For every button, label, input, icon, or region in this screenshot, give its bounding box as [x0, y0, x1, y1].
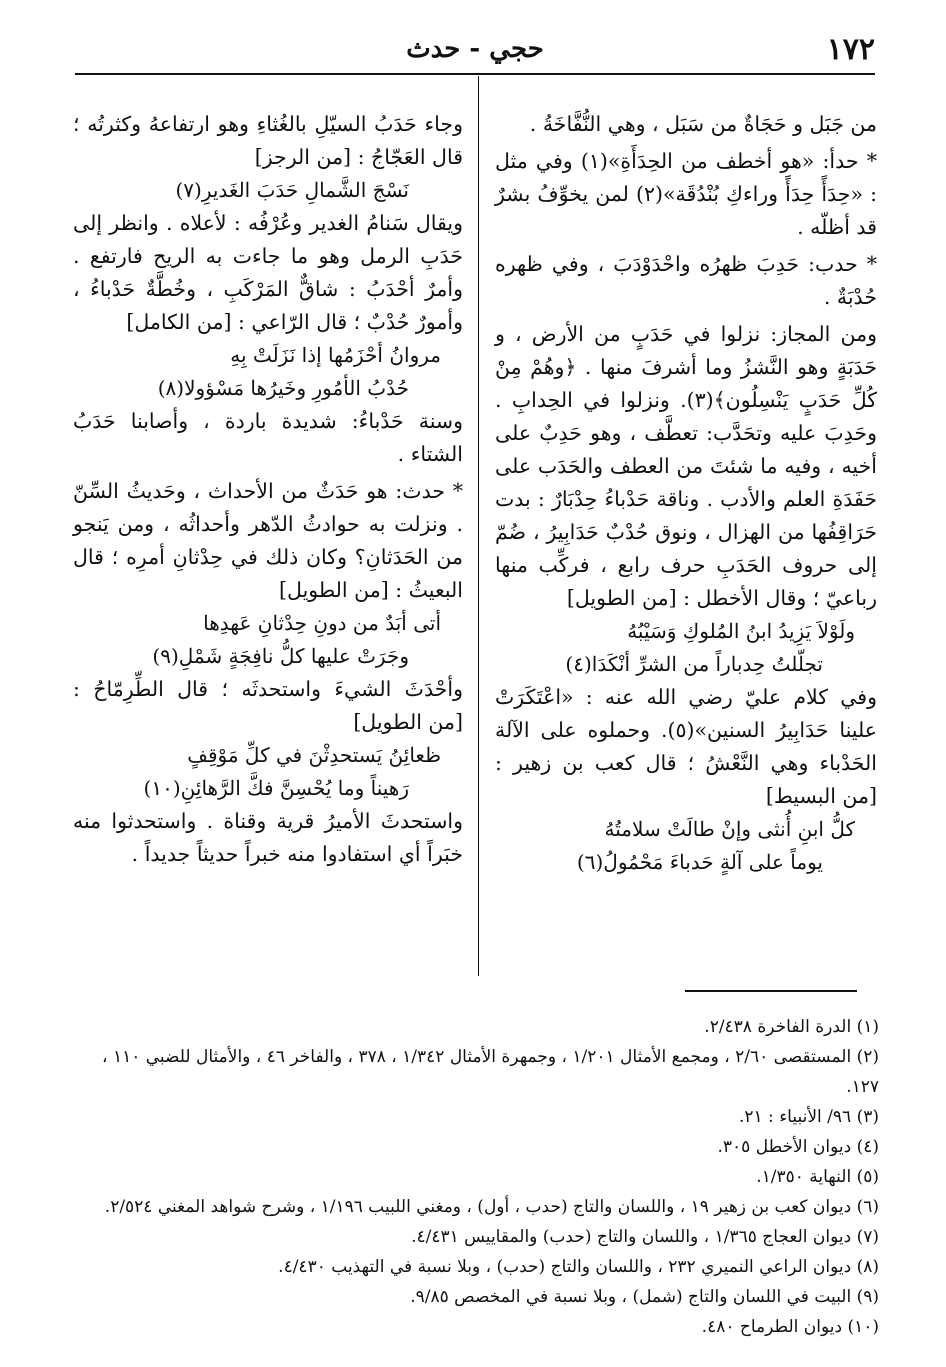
- footnote: (٩) البيت في اللسان والتاج (شمل) ، وبلا نسبة في المخصص ٩/٨٥.: [410, 1287, 879, 1307]
- footnote: (١) الدرة الفاخرة ٢/٤٣٨.: [704, 1017, 879, 1037]
- verse-line: ظعائِنُ يَستحدِثْنَ في كلِّ مَوْقِفٍ: [187, 743, 441, 767]
- entry-hadaba: * حدب: حَدِبَ ظهرُه واحْدَوْدَبَ ، وفي ظهره حُدْبَةٌ .: [495, 252, 877, 309]
- verse-line: وجَرَتْ عليها كلُّ نافِجَةٍ شَمْلِ(٩): [152, 644, 409, 668]
- paragraph: من جَبَل و حَجَاةٌ من سَبَل ، وهي النُّفَّاخَةُ .: [529, 112, 877, 136]
- entry-hada-a: * حدأ: «هو أخطف من الحِدَأَةِ»(١) وفي مثل : «حِدَأً حِدَأً وراءكِ بُنْدُقَة»(٢) لمن يخوِّفُ بشرٌ قد أظلّه .: [495, 149, 877, 239]
- footnote: (١٠) ديوان الطرماح ٤٨٠.: [701, 1317, 879, 1337]
- footnote: (٨) ديوان الراعي النميري ٢٣٢ ، واللسان والتاج (حدب) ، وبلا نسبة في التهذيب ٤/٤٣٠.: [278, 1257, 879, 1277]
- running-title: حجي - حدث: [406, 34, 544, 64]
- page-header: [75, 32, 875, 72]
- header-rule: [75, 73, 875, 75]
- paragraph: ومن المجاز: نزلوا في حَدَبٍ من الأرض ، و حَدَبَةٍ وهو النَّشزُ وما أشرفَ منها . ﴿وهُمْ مِنْ كُلِّ حَدَبٍ يَنْسِلُون﴾(٣). ونزلوا في الحِدابِ . وحَدِبَ عليه وتحَدَّب: تعطَّف ، وهو حَدِبٌ على أخيه ، وفيه ما شئتَ من العطف والحَدَب على حَفَدَةِ العلم والأدب . وناقة حَدْباءُ حِدْبَارٌ : بدت حَرَاقِفُها من الهزال ، ونوق حُدْبٌ حَدَابِيرُ ، ضُمّ إلى حروف الحَدَبِ حرف رابع ، فركِّب منها رباعيّ ؛ وقال الأخطل : [من الطويل]: [495, 322, 877, 610]
- footnote: (٣) ٩٦/ الأنبياء : ٢١.: [738, 1107, 879, 1127]
- footnotes: [73, 1012, 879, 1342]
- footnote: (٦) ديوان كعب بن زهير ١٩ ، واللسان والتاج (حدب ، أول) ، ومغني اللبيب ١/١٩٦ ، وشرح شواهد المغني ٢/٥٢٤.: [104, 1197, 879, 1217]
- page-number: ١٧٢: [826, 32, 875, 67]
- verse-line: تجلّلتُ حِدباراً من الشرِّ أنْكَدَا(٤): [565, 652, 823, 676]
- paragraph: وأحْدَثَ الشيءَ واستحدثَه ؛ قال الطِّرِمّاحُ : [من الطويل]: [73, 677, 463, 734]
- verse-line: أتى أبَدٌ من دونِ حِدْثانِ عَهدِها: [203, 611, 441, 635]
- verse-line: نَسْجَ الشَّمالِ حَدَبَ الغَديرِ(٧): [175, 178, 409, 202]
- paragraph: واستحدثَ الأميرُ قرية وقناة . واستحدثوا منه خبَراً أي استفادوا منه خبراً حديثاً جديداً .: [73, 809, 463, 866]
- paragraph: وسنة حَدْباءُ: شديدة باردة ، وأصابنا حَدَبُ الشتاء .: [73, 409, 463, 466]
- verse-line: رَهيناً وما يُحْسِنَّ فكَّ الرَّهائِنِ(١٠): [143, 776, 409, 800]
- footnote: (٤) ديوان الأخطل ٣٠٥.: [717, 1137, 879, 1157]
- paragraph: ويقال سَنامُ الغدير وعُرْفُه : لأعلاه . وانظر إلى حَدَبِ الرمل وهو ما جاءت به الريح فارتفع . وأمرٌ أحْدَبُ : شاقٌّ المَرْكَبِ ، وخُطَّةٌ حَدْباءُ ، وأمورٌ حُدْبٌ ؛ قال الرّاعي : [من الكامل]: [73, 211, 463, 334]
- verse-line: مروانُ أحْزَمُها إذا نَزَلَتْ بِهِ: [230, 343, 441, 367]
- verse-line: حُدْبُ الأمُورِ وخَيرُها مَسْؤولا(٨): [157, 376, 409, 400]
- paragraph: وجاء حَدَبُ السيّلِ بالغُثاءِ وهو ارتفاعهُ وكثرتُه ؛ قال العَجّاجُ : [من الرجز]: [73, 112, 463, 169]
- right-column: [495, 108, 877, 879]
- footnote-rule: [685, 990, 857, 992]
- verse-line: يوماً على آلةٍ حَدباءَ مَحْمُولُ(٦): [576, 850, 823, 874]
- column-divider: [478, 76, 479, 976]
- left-column: [73, 108, 463, 871]
- footnote: (٧) ديوان العجاج ١/٣٦٥ ، واللسان والتاج (حدب) والمقاييس ٤/٤٣١.: [411, 1227, 879, 1247]
- verse-line: ولَوْلاَ يَزِيدُ ابنُ المُلوكِ وَسَيْبُهُ: [627, 619, 855, 643]
- paragraph: وفي كلام عليّ رضي الله عنه : «اعْتَكَرَتْ علينا حَدَابِيرُ السنين»(٥). وحملوه على الآلة الحَدْباء وهي النَّعْشُ ؛ قال كعب بن زهير : [من البسيط]: [495, 685, 877, 808]
- verse-line: كلُّ ابنِ أُنثى وإنْ طالَتْ سلامتُهُ: [604, 817, 855, 841]
- footnote: (٥) النهاية ١/٣٥٠.: [756, 1167, 879, 1187]
- entry-hadatha: * حدث: هو حَدَثٌ من الأحداث ، وحَديثُ السِّنّ . ونزلت به حوادثُ الدّهر وأحداثُه ، ومن يَنجو من الحَدَثانِ؟ وكان ذلك في حِدْثانِ أمرِه ؛ قال البعيثُ : [من الطويل]: [73, 479, 463, 602]
- footnote: (٢) المستقصى ٢/٦٠ ، ومجمع الأمثال ١/٢٠١ ، وجمهرة الأمثال ١/٣٤٢ ، ٣٧٨ ، والفاخر ٤٦ ، والأمثال للضبي ١١٠ ، ١٢٧.: [102, 1047, 879, 1097]
